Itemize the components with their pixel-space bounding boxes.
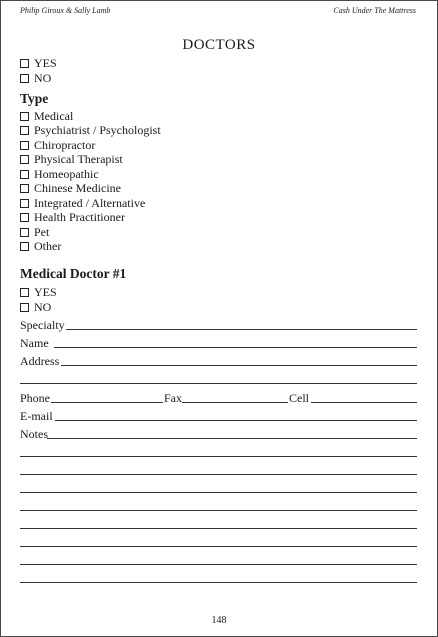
doctor-yes-checkbox[interactable] — [20, 288, 29, 297]
page-number: 148 — [211, 615, 227, 626]
type-option-label: Homeopathic — [34, 167, 99, 181]
email-label: E-mail — [20, 409, 53, 423]
other-checkbox[interactable] — [20, 242, 29, 251]
notes-line[interactable] — [20, 528, 417, 529]
email-input-line[interactable] — [55, 420, 417, 421]
physical-therapist-checkbox[interactable] — [20, 155, 29, 164]
chiropractor-checkbox[interactable] — [20, 141, 29, 150]
homeopathic-checkbox[interactable] — [20, 170, 29, 179]
type-heading: Type — [20, 91, 49, 106]
address-input-line[interactable] — [61, 365, 417, 366]
fax-input-line[interactable] — [182, 402, 288, 403]
running-header-authors: Philip Giroux & Sally Lamb — [20, 6, 111, 15]
no-checkbox[interactable] — [20, 74, 29, 83]
yes-label: YES — [34, 56, 57, 70]
specialty-input-line[interactable] — [66, 329, 417, 330]
notes-label: Notes — [20, 427, 48, 441]
notes-line[interactable] — [20, 456, 417, 457]
notes-input-line[interactable] — [47, 438, 417, 439]
type-option-label: Psychiatrist / Psychologist — [34, 123, 161, 137]
notes-line[interactable] — [20, 492, 417, 493]
pet-checkbox[interactable] — [20, 228, 29, 237]
running-header-title: Cash Under The Mattress — [333, 6, 416, 15]
notes-line[interactable] — [20, 564, 417, 565]
doctor-yes-label: YES — [34, 285, 57, 299]
phone-label: Phone — [20, 391, 50, 405]
notes-line[interactable] — [20, 474, 417, 475]
cell-label: Cell — [289, 391, 309, 405]
notes-line[interactable] — [20, 582, 417, 583]
page-title: DOCTORS — [182, 37, 256, 53]
phone-input-line[interactable] — [51, 402, 163, 403]
medical-doctor-heading: Medical Doctor #1 — [20, 266, 127, 281]
health-practitioner-checkbox[interactable] — [20, 213, 29, 222]
specialty-label: Specialty — [20, 318, 65, 332]
notes-line[interactable] — [20, 510, 417, 511]
type-option-label: Integrated / Alternative — [34, 196, 146, 210]
yes-checkbox[interactable] — [20, 59, 29, 68]
type-option-label: Pet — [34, 225, 50, 239]
address-input-line-2[interactable] — [20, 383, 417, 384]
integrated-alternative-checkbox[interactable] — [20, 199, 29, 208]
cell-input-line[interactable] — [311, 402, 417, 403]
name-label: Name — [20, 336, 49, 350]
psychiatrist-checkbox[interactable] — [20, 126, 29, 135]
medical-checkbox[interactable] — [20, 112, 29, 121]
type-option-label: Chiropractor — [34, 138, 96, 152]
doctor-no-label: NO — [34, 300, 52, 314]
name-input-line[interactable] — [54, 347, 417, 348]
type-option-label: Chinese Medicine — [34, 181, 121, 195]
no-label: NO — [34, 71, 52, 85]
doctor-no-checkbox[interactable] — [20, 303, 29, 312]
notes-line[interactable] — [20, 546, 417, 547]
type-option-label: Medical — [34, 109, 74, 123]
chinese-medicine-checkbox[interactable] — [20, 184, 29, 193]
fax-label: Fax — [164, 391, 182, 405]
address-label: Address — [20, 354, 60, 368]
type-option-label: Health Practitioner — [34, 210, 125, 224]
type-option-label: Physical Therapist — [34, 152, 123, 166]
type-option-label: Other — [34, 239, 62, 253]
